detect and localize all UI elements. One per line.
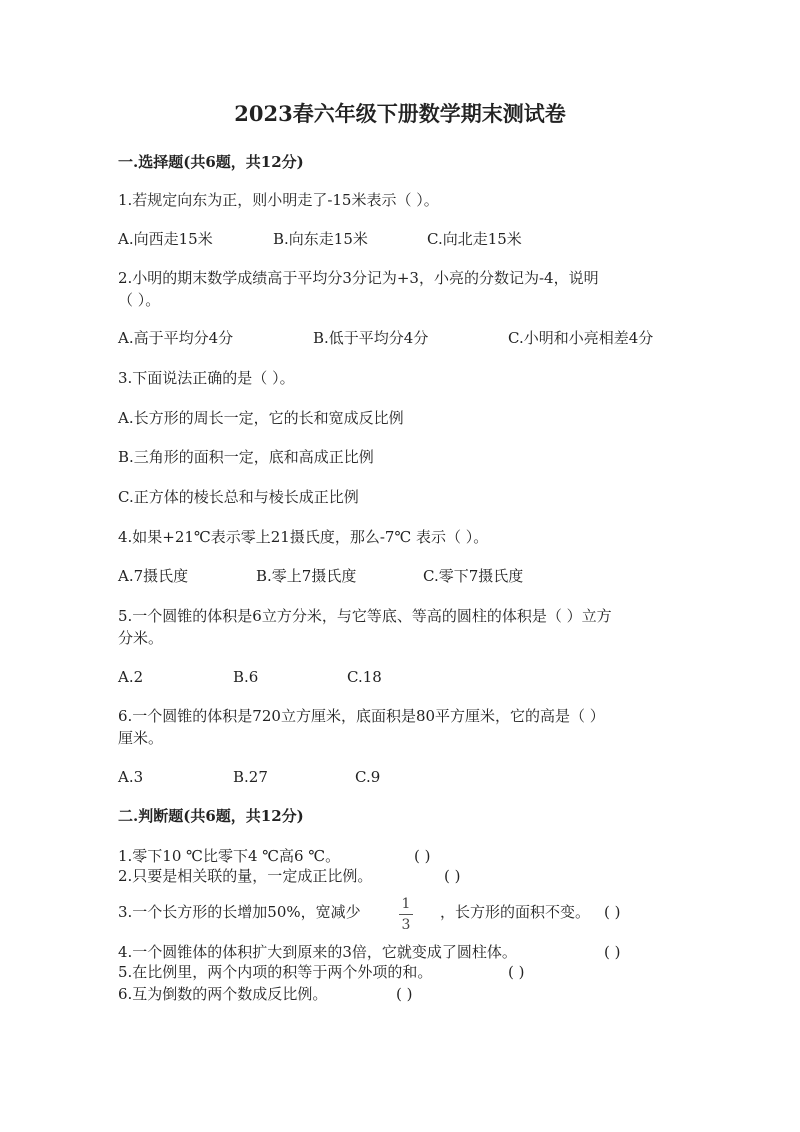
q6-option-b: B.27 bbox=[233, 768, 268, 786]
q3-option-a: A.长方形的周长一定，它的长和宽成反比例 bbox=[118, 409, 404, 427]
q3-option-c: C.正方体的棱长总和与棱长成正比例 bbox=[118, 488, 359, 506]
judgement-item-4: 4.一个圆锥体的体积扩大到原来的3倍，它就变成了圆柱体。 bbox=[118, 943, 517, 961]
q4-option-a: A.7摄氏度 bbox=[118, 567, 189, 585]
section-heading-choice: 一.选择题(共6题，共12分) bbox=[118, 153, 304, 171]
judgement-bracket-5: ( ) bbox=[508, 963, 525, 981]
q6-option-c: C.9 bbox=[355, 768, 381, 786]
page-title: 2023春六年级下册数学期末测试卷 bbox=[234, 101, 566, 126]
question-4: 4.如果+21℃表示零上21摄氏度，那么-7℃ 表示（ ）。 bbox=[118, 528, 489, 546]
fraction-numerator: 1 bbox=[401, 896, 411, 912]
question-5-line2: 分米。 bbox=[118, 629, 164, 647]
question-1: 1.若规定向东为正，则小明走了-15米表示（ ）。 bbox=[118, 191, 439, 209]
judgement-item-2: 2.只要是相关联的量，一定成正比例。 bbox=[118, 867, 373, 885]
judgement-item-6: 6.互为倒数的两个数成反比例。 bbox=[118, 985, 328, 1003]
section-heading-judgement: 二.判断题(共6题，共12分) bbox=[118, 807, 304, 825]
judgement-item-5: 5.在比例里，两个内项的积等于两个外项的和。 bbox=[118, 963, 433, 981]
judgement-bracket-3: ( ) bbox=[604, 903, 621, 921]
q2-option-a: A.高于平均分4分 bbox=[118, 329, 234, 347]
q5-option-b: B.6 bbox=[233, 668, 259, 686]
judgement-item-3: 3.一个长方形的长增加50%，宽减少 bbox=[118, 903, 361, 921]
question-6-line1: 6.一个圆锥的体积是720立方厘米，底面积是80平方厘米，它的高是（ ） bbox=[118, 707, 605, 725]
q5-option-a: A.2 bbox=[118, 668, 144, 686]
q1-option-a: A.向西走15米 bbox=[118, 230, 213, 248]
q1-option-b: B.向东走15米 bbox=[273, 230, 368, 248]
judgement-bracket-1: ( ) bbox=[414, 847, 431, 865]
q6-option-a: A.3 bbox=[118, 768, 144, 786]
judgement-item-1: 1.零下10 ℃比零下4 ℃高6 ℃。 bbox=[118, 847, 341, 865]
q3-option-b: B.三角形的面积一定，底和高成正比例 bbox=[118, 448, 374, 466]
judgement-bracket-2: ( ) bbox=[444, 867, 461, 885]
fraction-one-third bbox=[398, 896, 414, 933]
question-3: 3.下面说法正确的是（ ）。 bbox=[118, 369, 295, 387]
q1-option-c: C.向北走15米 bbox=[427, 230, 522, 248]
question-5-line1: 5.一个圆锥的体积是6立方分米，与它等底、等高的圆柱的体积是（ ）立方 bbox=[118, 607, 612, 625]
q5-option-c: C.18 bbox=[347, 668, 382, 686]
question-2-line2: （ ）。 bbox=[118, 291, 161, 309]
q2-option-c: C.小明和小亮相差4分 bbox=[508, 329, 654, 347]
q2-option-b: B.低于平均分4分 bbox=[313, 329, 429, 347]
q4-option-b: B.零上7摄氏度 bbox=[256, 567, 357, 585]
judgement-bracket-4: ( ) bbox=[604, 943, 621, 961]
q4-option-c: C.零下7摄氏度 bbox=[423, 567, 524, 585]
question-6-line2: 厘米。 bbox=[118, 729, 164, 747]
question-2-line1: 2.小明的期末数学成绩高于平均分3分记为+3，小亮的分数记为-4，说明 bbox=[118, 269, 599, 287]
fraction-denominator: 3 bbox=[401, 917, 411, 933]
judgement-item-3-suffix: ，长方形的面积不变。 bbox=[440, 903, 591, 921]
judgement-bracket-6: ( ) bbox=[396, 985, 413, 1003]
fraction-bar bbox=[399, 914, 413, 915]
